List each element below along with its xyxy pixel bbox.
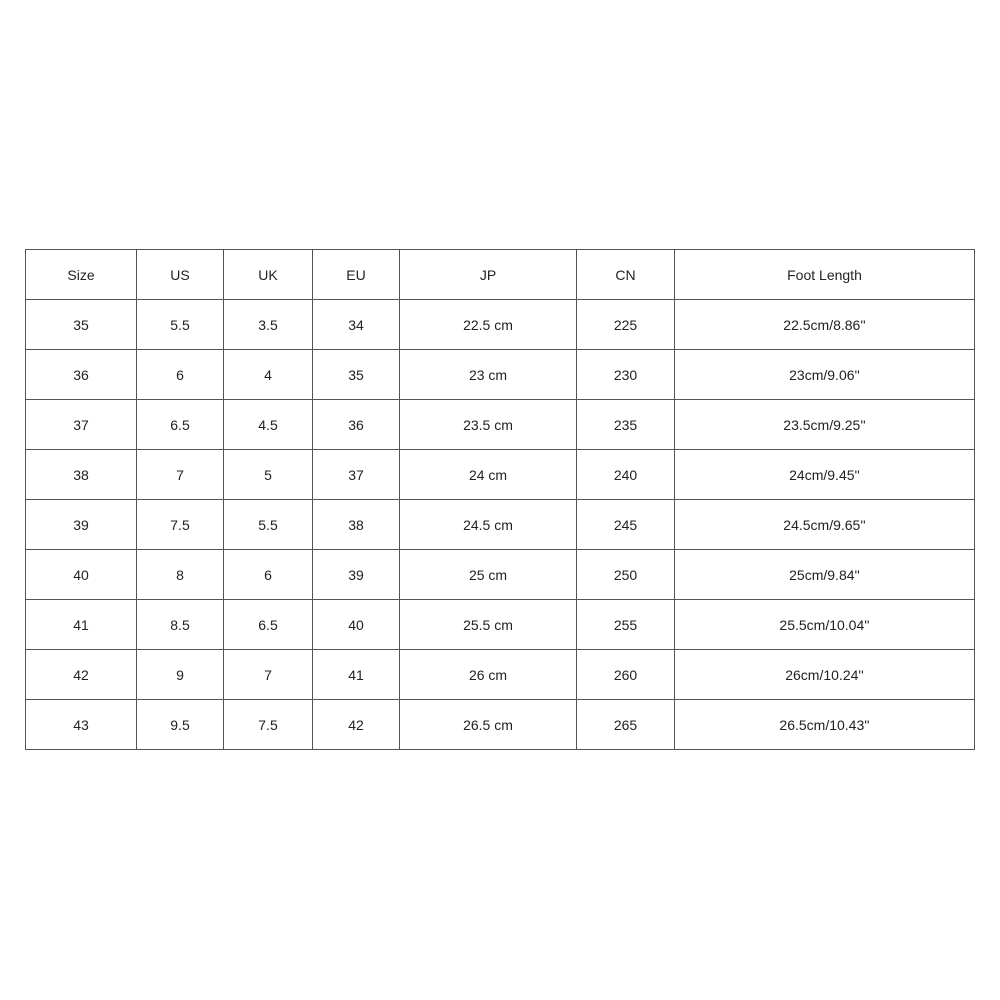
cell-foot-length: 25.5cm/10.04'': [675, 600, 975, 650]
cell-cn: 245: [577, 500, 675, 550]
header-eu: EU: [313, 250, 400, 300]
cell-cn: 240: [577, 450, 675, 500]
cell-foot-length: 26.5cm/10.43'': [675, 700, 975, 750]
header-uk: UK: [224, 250, 313, 300]
table-header-row: [26, 250, 975, 300]
table-row: [26, 450, 975, 500]
cell-size: 42: [26, 650, 137, 700]
cell-cn: 230: [577, 350, 675, 400]
cell-cn: 250: [577, 550, 675, 600]
cell-cn: 235: [577, 400, 675, 450]
header-jp: JP: [400, 250, 577, 300]
cell-foot-length: 23cm/9.06'': [675, 350, 975, 400]
cell-us: 8.5: [137, 600, 224, 650]
cell-jp: 24.5 cm: [400, 500, 577, 550]
cell-size: 41: [26, 600, 137, 650]
cell-jp: 23.5 cm: [400, 400, 577, 450]
cell-eu: 40: [313, 600, 400, 650]
cell-jp: 26 cm: [400, 650, 577, 700]
cell-uk: 5: [224, 450, 313, 500]
cell-us: 7: [137, 450, 224, 500]
cell-eu: 39: [313, 550, 400, 600]
cell-cn: 265: [577, 700, 675, 750]
cell-jp: 25.5 cm: [400, 600, 577, 650]
cell-size: 40: [26, 550, 137, 600]
cell-uk: 7.5: [224, 700, 313, 750]
cell-foot-length: 24cm/9.45'': [675, 450, 975, 500]
cell-eu: 41: [313, 650, 400, 700]
cell-eu: 36: [313, 400, 400, 450]
cell-size: 38: [26, 450, 137, 500]
cell-size: 39: [26, 500, 137, 550]
cell-us: 9.5: [137, 700, 224, 750]
cell-foot-length: 25cm/9.84'': [675, 550, 975, 600]
cell-eu: 38: [313, 500, 400, 550]
cell-size: 35: [26, 300, 137, 350]
cell-uk: 6.5: [224, 600, 313, 650]
cell-us: 8: [137, 550, 224, 600]
cell-eu: 37: [313, 450, 400, 500]
cell-eu: 42: [313, 700, 400, 750]
header-size: Size: [26, 250, 137, 300]
size-chart-table: [25, 249, 975, 750]
table-row: [26, 550, 975, 600]
cell-cn: 225: [577, 300, 675, 350]
cell-uk: 5.5: [224, 500, 313, 550]
cell-size: 36: [26, 350, 137, 400]
table-row: [26, 400, 975, 450]
cell-size: 43: [26, 700, 137, 750]
cell-us: 5.5: [137, 300, 224, 350]
header-cn: CN: [577, 250, 675, 300]
table-row: [26, 650, 975, 700]
cell-jp: 22.5 cm: [400, 300, 577, 350]
cell-us: 6: [137, 350, 224, 400]
cell-uk: 4.5: [224, 400, 313, 450]
cell-us: 7.5: [137, 500, 224, 550]
cell-uk: 3.5: [224, 300, 313, 350]
cell-size: 37: [26, 400, 137, 450]
table-row: [26, 700, 975, 750]
cell-uk: 6: [224, 550, 313, 600]
cell-foot-length: 26cm/10.24'': [675, 650, 975, 700]
cell-foot-length: 23.5cm/9.25'': [675, 400, 975, 450]
cell-us: 6.5: [137, 400, 224, 450]
cell-us: 9: [137, 650, 224, 700]
cell-uk: 7: [224, 650, 313, 700]
cell-jp: 23 cm: [400, 350, 577, 400]
cell-cn: 260: [577, 650, 675, 700]
table-row: [26, 500, 975, 550]
table-row: [26, 600, 975, 650]
cell-uk: 4: [224, 350, 313, 400]
cell-cn: 255: [577, 600, 675, 650]
cell-foot-length: 22.5cm/8.86'': [675, 300, 975, 350]
header-foot-length: Foot Length: [675, 250, 975, 300]
table-row: [26, 300, 975, 350]
table-row: [26, 350, 975, 400]
cell-jp: 24 cm: [400, 450, 577, 500]
cell-foot-length: 24.5cm/9.65'': [675, 500, 975, 550]
cell-jp: 25 cm: [400, 550, 577, 600]
cell-eu: 34: [313, 300, 400, 350]
header-us: US: [137, 250, 224, 300]
cell-eu: 35: [313, 350, 400, 400]
cell-jp: 26.5 cm: [400, 700, 577, 750]
